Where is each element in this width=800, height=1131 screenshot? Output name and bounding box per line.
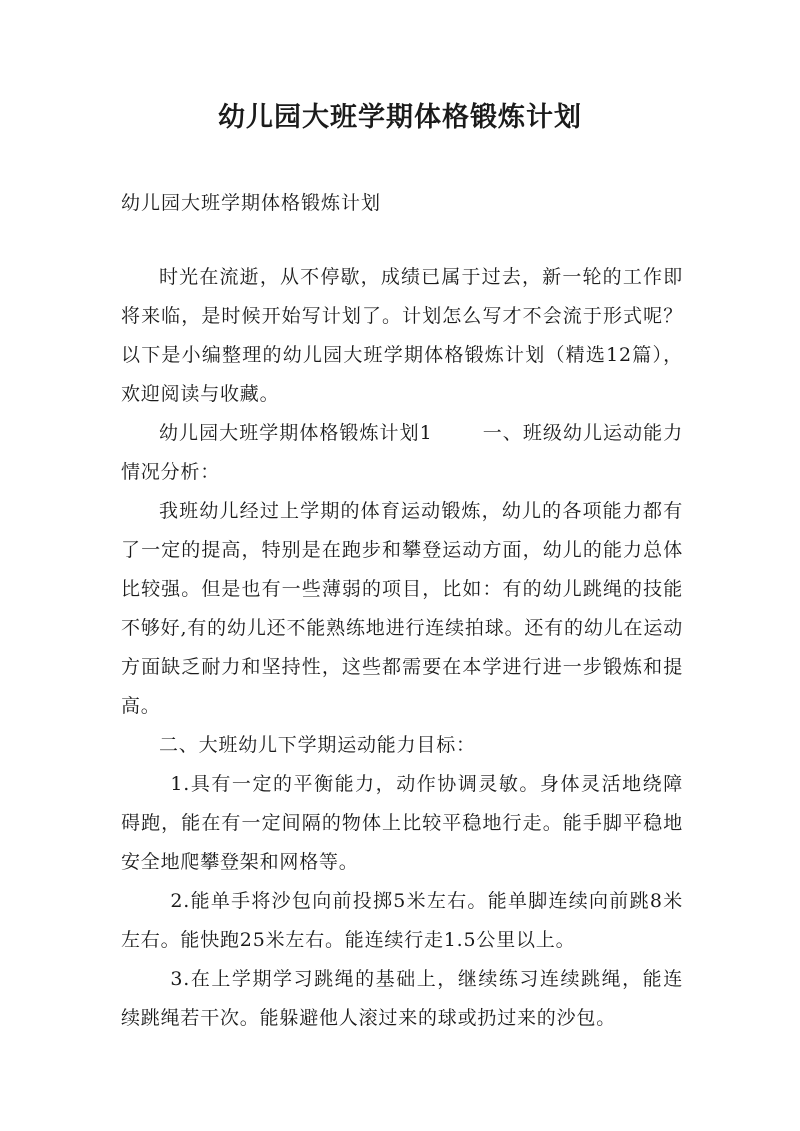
plan-heading: 幼儿园大班学期体格锻炼计划1 xyxy=(159,422,433,444)
goal-item-2: 2.能单手将沙包向前投掷5米左右。能单脚连续向前跳8米左右。能快跑25米左右。能连续行走1.5公里以上。 xyxy=(121,890,683,951)
document-subtitle: 幼儿园大班学期体格锻炼计划 xyxy=(121,192,382,214)
plan-section-heading xyxy=(121,414,683,492)
section2-heading: 二、大班幼儿下学期运动能力目标： xyxy=(159,734,476,756)
intro-paragraph: 时光在流逝，从不停歇，成绩已属于过去，新一轮的工作即将来临，是时候开始写计划了。计划怎么写才不会流于形式呢？以下是小编整理的幼儿园大班学期体格锻炼计划（精选12篇），欢迎阅读与收藏。 xyxy=(121,266,683,405)
document-title: 幼儿园大班学期体格锻炼计划 xyxy=(218,102,582,133)
section1-heading: 一、班级幼儿运动能力情况分析： xyxy=(121,422,683,483)
goal-item-1: 1.具有一定的平衡能力，动作协调灵敏。身体灵活地绕障碍跑，能在有一定间隔的物体上比较平稳地行走。能手脚平稳地安全地爬攀登架和网格等。 xyxy=(121,773,683,873)
goal-item-3: 3.在上学期学习跳绳的基础上，继续练习连续跳绳，能连续跳绳若干次。能躲避他人滚过来的球或扔过来的沙包。 xyxy=(121,968,683,1029)
document-body xyxy=(121,258,683,1038)
section1-paragraph: 我班幼儿经过上学期的体育运动锻炼，幼儿的各项能力都有了一定的提高，特别是在跑步和攀登运动方面，幼儿的能力总体比较强。但是也有一些薄弱的项目，比如：有的幼儿跳绳的技能不够好,有的幼儿还不能熟练地进行连续拍球。还有的幼儿在运动方面缺乏耐力和坚持性，这些都需要在本学进行进一步锻炼和提高。 xyxy=(121,500,683,717)
